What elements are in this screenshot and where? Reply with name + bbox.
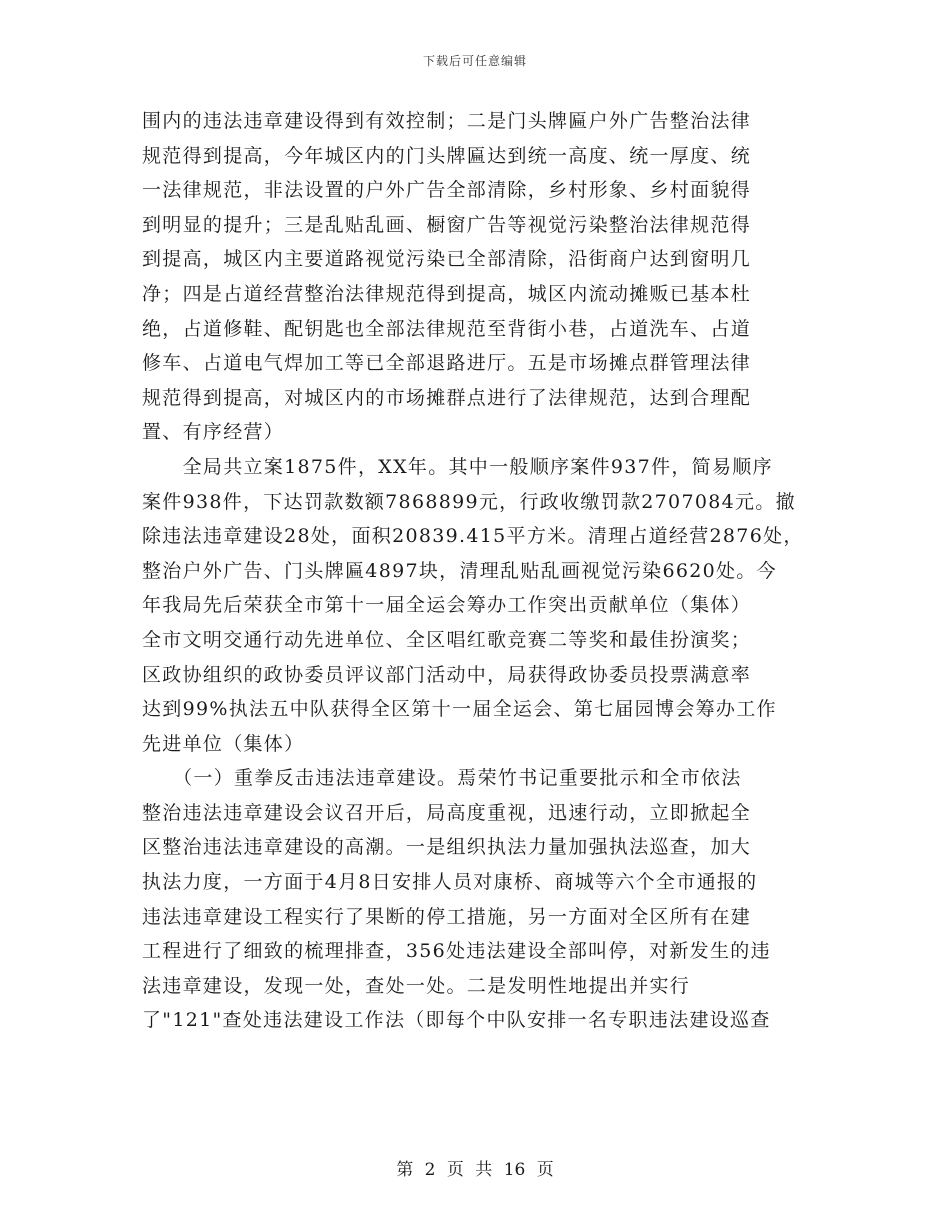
body-line-3: 一法律规范，非法设置的户外广告全部清除，乡村形象、乡村面貌得 [142, 179, 752, 202]
body-line-26: 法违章建设，发现一处，查处一处。二是发明性地提出并实行 [142, 974, 691, 997]
body-line-2: 规范得到提高，今年城区内的门头牌匾达到统一高度、统一厚度、统 [142, 144, 752, 167]
body-line-15: 年我局先后荣获全市第十一届全运会筹办工作突出贡献单位（集体） [142, 594, 752, 617]
body-line-1: 围内的违法违章建设得到有效控制；二是门头牌匾户外广告整治法律 [142, 110, 752, 132]
body-line-14: 整治户外广告、门头牌匾4897块，清理乱贴乱画视觉污染6620处。今 [142, 559, 777, 582]
body-line-9: 规范得到提高，对城区内的市场摊群点进行了法律规范，达到合理配 [142, 386, 752, 409]
body-line-7: 绝，占道修鞋、配钥匙也全部法律规范至背街小巷，占道洗车、占道 [142, 317, 752, 340]
body-line-19: 先进单位（集体） [142, 732, 305, 755]
body-line-21: 整治违法违章建设会议召开后，局高度重视，迅速行动，立即掀起全 [142, 801, 752, 824]
body-line-17: 区政协组织的政协委员评议部门活动中，局获得政协委员投票满意率 [142, 663, 752, 686]
page-header: 下载后可任意编辑 [422, 54, 527, 68]
page-number-footer: 第 2 页 共 16 页 [396, 1160, 554, 1180]
body-line-27: 了"121"查处违法建设工作法（即每个中队安排一名专职违法建设巡查 [142, 1009, 771, 1032]
body-line-11: 全局共立案1875件，XX年。其中一般顺序案件937件，简易顺序 [142, 455, 773, 478]
body-line-16: 全市文明交通行动先进单位、全区唱红歌竞赛二等奖和最佳扮演奖； [142, 628, 752, 651]
body-line-20: （一）重拳反击违法违章建设。焉荣竹书记重要批示和全市依法 [142, 767, 742, 790]
body-line-18: 达到99%执法五中队获得全区第十一届全运会、第七届园博会筹办工作 [142, 698, 777, 721]
body-line-10: 置、有序经营） [142, 421, 285, 444]
body-line-24: 违法违章建设工程实行了果断的停工措施，另一方面对全区所有在建 [142, 905, 752, 928]
body-line-6: 净；四是占道经营整治法律规范得到提高，城区内流动摊贩已基本杜 [142, 282, 752, 305]
body-line-25: 工程进行了细致的梳理排查，356处违法建设全部叫停，对新发生的违 [142, 940, 771, 963]
body-line-23: 执法力度，一方面于4月8日安排人员对康桥、商城等六个全市通报的 [142, 871, 758, 894]
body-line-12: 案件938件，下达罚款数额7868899元，行政收缴罚款2707084元。撤 [142, 490, 796, 513]
body-line-4: 到明显的提升；三是乱贴乱画、橱窗广告等视觉污染整治法律规范得 [142, 213, 752, 236]
body-line-8: 修车、占道电气焊加工等已全部退路进厅。五是市场摊点群管理法律 [142, 352, 752, 375]
body-line-5: 到提高，城区内主要道路视觉污染已全部清除，沿街商户达到窗明几 [142, 248, 752, 271]
document-body [142, 104, 822, 1038]
body-line-22: 区整治违法违章建设的高潮。一是组织执法力量加强执法巡查，加大 [142, 836, 752, 859]
body-line-13: 除违法违章建设28处，面积20839.415平方米。清理占道经营2876处， [142, 525, 804, 548]
